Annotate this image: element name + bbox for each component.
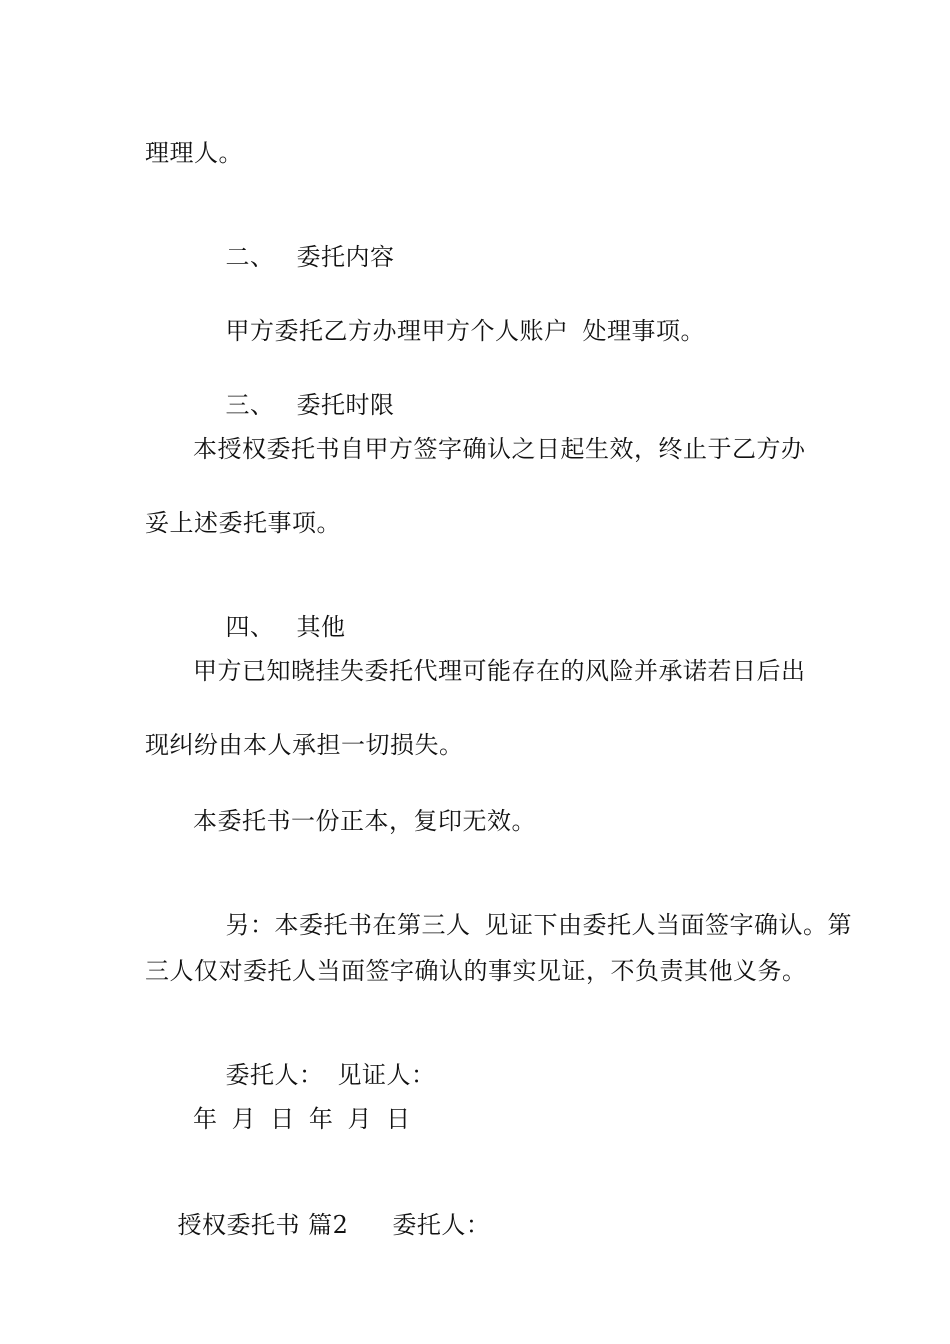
section-number: 四、 [225,613,275,641]
date-line: 年 月 日 年 月 日 [193,1105,411,1133]
section-number: 二、 [225,243,275,271]
section-number: 三、 [225,391,275,419]
text-segment: 甲方委托乙方办理甲方个人账户 [225,317,569,345]
paragraph-term-line-1: 本授权委托书自甲方签字确认之日起生效，终止于乙方办 [193,435,806,463]
text-segment: 另：本委托书在第三人 [225,911,471,939]
paragraph-risk-line-1: 甲方已知晓挂失委托代理可能存在的风险并承诺若日后出 [193,657,806,685]
entrusting-party-label: 委托人： [392,1211,491,1239]
entrusting-party-label: 委托人： [225,1061,324,1089]
document-title: 授权委托书 篇2 [177,1211,349,1239]
text-segment: 见证下由委托人当面签字确认。第 [484,911,853,939]
paragraph-witness-line-2: 三人仅对委托人当面签字确认的事实见证，不负责其他义务。 [145,957,807,985]
witness-label: 见证人： [337,1061,436,1089]
next-document-heading [145,1180,825,1270]
section-title: 委托内容 [296,243,395,271]
section-title: 委托时限 [296,391,395,419]
section-title: 其他 [296,613,346,641]
paragraph-risk-line-2: 现纠纷由本人承担一切损失。 [145,731,464,759]
text-segment: 处理事项。 [582,317,706,345]
paragraph-copy-validity: 本委托书一份正本，复印无效。 [193,807,536,835]
paragraph-term-line-2: 妥上述委托事项。 [145,509,341,537]
paragraph-continuation: 理理人。 [145,139,243,167]
